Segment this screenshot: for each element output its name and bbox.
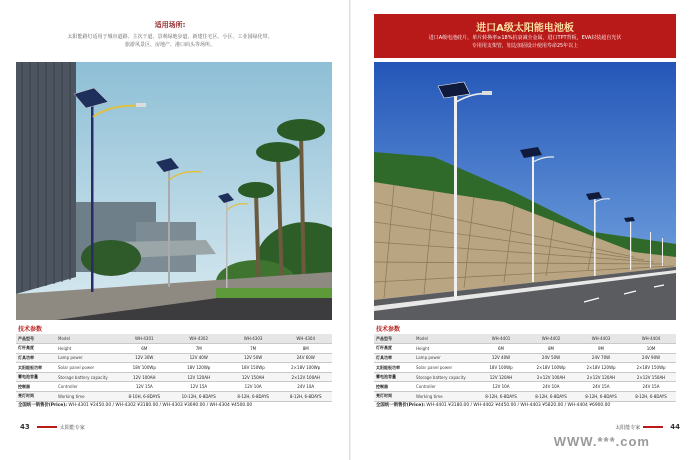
table-cell: 12V 30W bbox=[118, 353, 171, 363]
panel-line: 进口A级电池硅片，单片转换率≥18%抗衰减全金属，进口TPT背板，EVA封装超自光伏 bbox=[428, 35, 622, 41]
right-page bbox=[350, 0, 700, 460]
col-header: WH-4402 bbox=[526, 334, 576, 344]
table-cell: 8-12H, 6-8DAYS bbox=[227, 392, 280, 402]
panel-header bbox=[374, 14, 676, 58]
table-cell: 蓄电池容量 bbox=[374, 372, 414, 382]
col-header: 产品型号 bbox=[16, 334, 56, 344]
col-header: WH-4403 bbox=[576, 334, 626, 344]
table-cell: 2×12V 100AH bbox=[279, 372, 332, 382]
spec-title: 技术参数 bbox=[376, 326, 401, 333]
col-header: 产品型号 bbox=[374, 334, 414, 344]
table-cell: 7M bbox=[171, 344, 227, 354]
table-cell: Lamp power bbox=[56, 353, 118, 363]
table-cell: 太阳能板功率 bbox=[16, 363, 56, 373]
spec-table-right bbox=[374, 334, 676, 402]
table-cell: 控制器 bbox=[374, 382, 414, 392]
col-header: WH-4302 bbox=[171, 334, 227, 344]
table-cell: 8-12H, 6-8DAYS bbox=[626, 392, 676, 402]
table-row bbox=[374, 392, 676, 402]
price-line bbox=[18, 402, 252, 408]
spec-title: 技术参数 bbox=[18, 326, 43, 333]
price-values: WH-4401 ¥3180.00 / WH-4402 ¥4450.00 / WH-4403 ¥5820.00 / WH-4404 ¥6900.00 bbox=[426, 403, 611, 408]
table-cell: 6M bbox=[118, 344, 171, 354]
col-header: WH-4303 bbox=[227, 334, 280, 344]
price-line bbox=[376, 402, 610, 408]
footer-text: 太阳能专家 bbox=[615, 424, 641, 431]
table-cell: 12V 100AH bbox=[118, 372, 171, 382]
table-cell: 24V 50W bbox=[526, 353, 576, 363]
table-cell: 亮灯时间 bbox=[16, 392, 56, 402]
table-row bbox=[374, 353, 676, 363]
table-cell: 8-12H, 6-8DAYS bbox=[476, 392, 526, 402]
table-cell: 8-12H, 6-8DAYS bbox=[279, 392, 332, 402]
table-cell: Storage battery capacity bbox=[56, 372, 118, 382]
table-cell: 7M bbox=[227, 344, 280, 354]
table-cell: Lamp power bbox=[414, 353, 476, 363]
street-light-photo-park bbox=[16, 62, 332, 320]
table-row bbox=[16, 363, 332, 373]
table-cell: 太阳能板功率 bbox=[374, 363, 414, 373]
table-cell: Controller bbox=[56, 382, 118, 392]
table-cell: Height bbox=[414, 344, 476, 354]
table-cell: Solar panel power bbox=[414, 363, 476, 373]
table-cell: 8-12H, 6-8DAYS bbox=[526, 392, 576, 402]
table-cell: 灯杆高度 bbox=[374, 344, 414, 354]
table-cell: 12V 10A bbox=[227, 382, 280, 392]
application-title: 适用场所: bbox=[154, 21, 186, 29]
col-header: WH-4404 bbox=[626, 334, 676, 344]
table-cell: Storage battery capacity bbox=[414, 372, 476, 382]
table-cell: Solar panel power bbox=[56, 363, 118, 373]
panel-line: 专用用支架管，铝边加固设计使用寿命25年以上 bbox=[471, 43, 579, 49]
col-header: Model bbox=[56, 334, 118, 344]
street-light-photo-highway bbox=[374, 62, 676, 320]
table-cell: 24V 90W bbox=[626, 353, 676, 363]
table-row bbox=[374, 372, 676, 382]
table-cell: 12V 40W bbox=[476, 353, 526, 363]
table-cell: 2×18V 120Wp bbox=[576, 363, 626, 373]
application-line: 旅游风景区、房地产、港口码头等场所。 bbox=[124, 42, 215, 48]
table-header-row bbox=[374, 334, 676, 344]
table-cell: 12V 120AH bbox=[171, 372, 227, 382]
table-row bbox=[374, 382, 676, 392]
table-row bbox=[16, 372, 332, 382]
table-cell: 8M bbox=[526, 344, 576, 354]
table-row bbox=[16, 392, 332, 402]
table-cell: 亮灯时间 bbox=[374, 392, 414, 402]
table-row bbox=[374, 344, 676, 354]
table-cell: 2×12V 100AH bbox=[526, 372, 576, 382]
page-footer bbox=[16, 420, 85, 434]
table-row bbox=[16, 353, 332, 363]
table-cell: 12V 40W bbox=[171, 353, 227, 363]
table-cell: 10-12H, 6-8DAYS bbox=[171, 392, 227, 402]
table-row bbox=[16, 344, 332, 354]
table-cell: 12V 10A bbox=[476, 382, 526, 392]
table-cell: 24V 15A bbox=[576, 382, 626, 392]
table-cell: 2×12V 120AH bbox=[576, 372, 626, 382]
table-cell: 12V 50W bbox=[227, 353, 280, 363]
table-cell: Controller bbox=[414, 382, 476, 392]
table-cell: 12V 15A bbox=[118, 382, 171, 392]
table-cell: 2×18V 100Wp bbox=[279, 363, 332, 373]
table-cell: 6M bbox=[476, 344, 526, 354]
panel-title: 进口A级太阳能电池板 bbox=[476, 23, 574, 34]
table-cell: Working time bbox=[56, 392, 118, 402]
table-cell: 灯具功率 bbox=[16, 353, 56, 363]
table-cell: 2×18V 150Wp bbox=[626, 363, 676, 373]
table-cell: 24V 60W bbox=[279, 353, 332, 363]
application-line: 太阳能路灯适用于城市道路、主次干道、景观绿地步道、新建住宅区、小区、工业园绿化带、 bbox=[67, 34, 273, 40]
table-cell: 24V 70W bbox=[576, 353, 626, 363]
table-cell: 24V 15A bbox=[626, 382, 676, 392]
table-cell: 18V 100Wp bbox=[118, 363, 171, 373]
table-cell: 24V 10A bbox=[526, 382, 576, 392]
table-cell: 18V 120Wp bbox=[171, 363, 227, 373]
col-header: WH-4301 bbox=[118, 334, 171, 344]
table-row bbox=[374, 363, 676, 373]
price-label: 全国统一销售价(Price): bbox=[376, 403, 425, 408]
table-cell: 2×18V 100Wp bbox=[526, 363, 576, 373]
table-cell: 控制器 bbox=[16, 382, 56, 392]
footer-bar bbox=[37, 426, 57, 428]
table-cell: 18V 100Wp bbox=[476, 363, 526, 373]
table-cell: 12V 15A bbox=[171, 382, 227, 392]
table-row bbox=[16, 382, 332, 392]
table-cell: 灯杆高度 bbox=[16, 344, 56, 354]
price-label: 全国统一销售价(Price): bbox=[18, 403, 67, 408]
watermark: WWW.***.com bbox=[553, 434, 650, 449]
page-footer bbox=[615, 420, 684, 434]
application-header bbox=[60, 20, 280, 49]
table-cell: 12V 150AH bbox=[227, 372, 280, 382]
table-cell: 9M bbox=[576, 344, 626, 354]
table-header-row bbox=[16, 334, 332, 344]
table-cell: 8-12H, 6-8DAYS bbox=[576, 392, 626, 402]
col-header: WH-4304 bbox=[279, 334, 332, 344]
table-cell: Height bbox=[56, 344, 118, 354]
col-header: WH-4401 bbox=[476, 334, 526, 344]
table-cell: 10M bbox=[626, 344, 676, 354]
page-number: 44 bbox=[670, 423, 680, 431]
footer-text: 太阳能专家 bbox=[59, 424, 85, 431]
table-cell: 灯具功率 bbox=[374, 353, 414, 363]
table-cell: 12V 120AH bbox=[476, 372, 526, 382]
spec-table-left bbox=[16, 334, 332, 402]
footer-bar bbox=[643, 426, 663, 428]
table-cell: 8-10H, 6-8DAYS bbox=[118, 392, 171, 402]
table-cell: 2×12V 150AH bbox=[626, 372, 676, 382]
table-cell: 8M bbox=[279, 344, 332, 354]
table-cell: 24V 10A bbox=[279, 382, 332, 392]
table-cell: 蓄电池容量 bbox=[16, 372, 56, 382]
page-number: 43 bbox=[20, 423, 30, 431]
price-values: WH-4301 ¥2450.00 / WH-4302 ¥3180.00 / WH-4303 ¥3690.00 / WH-4304 ¥4500.00 bbox=[68, 403, 253, 408]
table-cell: 18V 150Wp bbox=[227, 363, 280, 373]
table-cell: Working time bbox=[414, 392, 476, 402]
col-header: Model bbox=[414, 334, 476, 344]
